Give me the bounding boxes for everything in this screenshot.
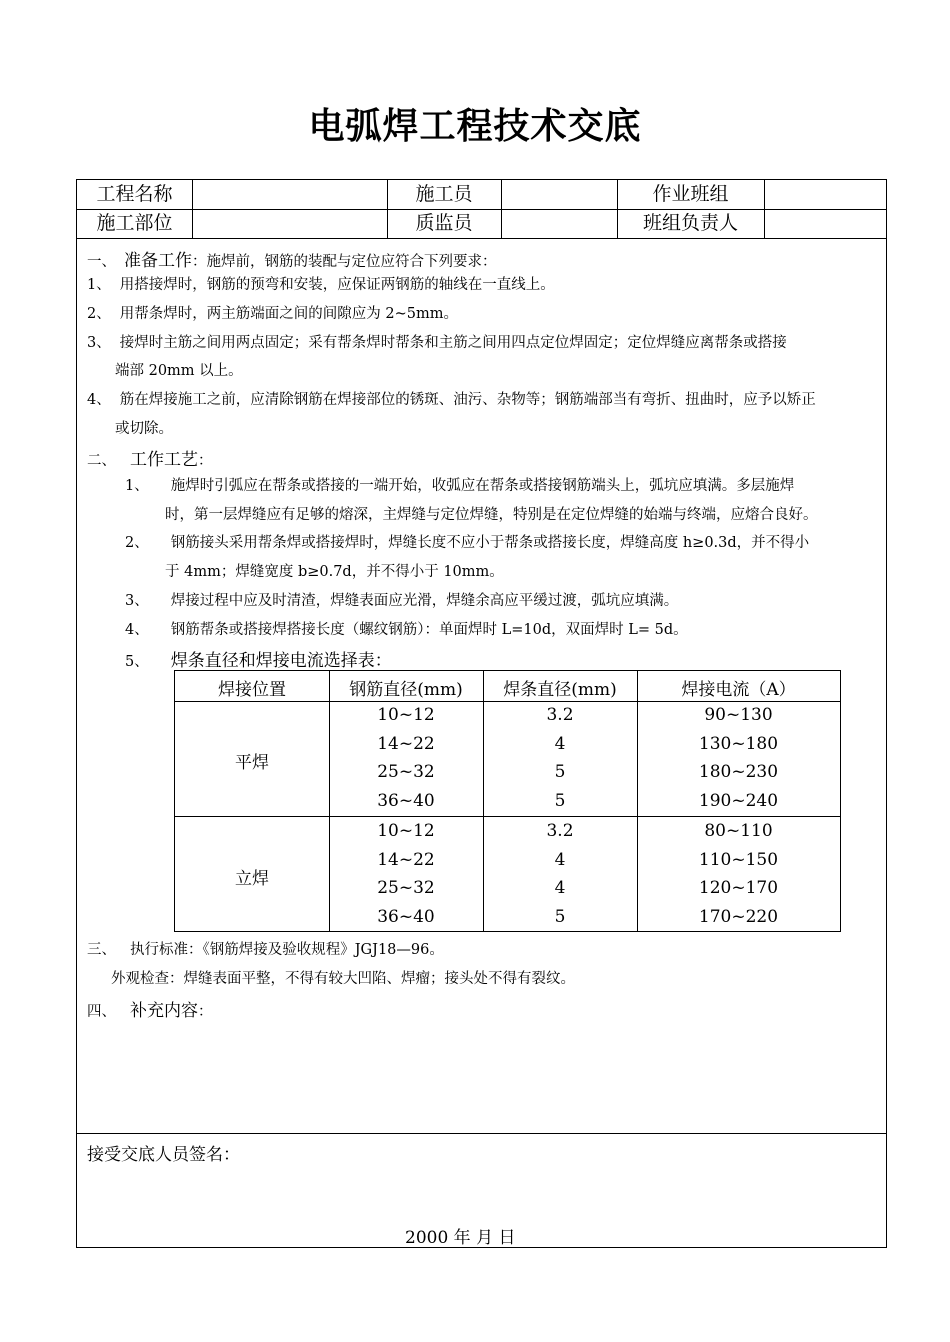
- table-cell: 10~12: [377, 705, 435, 725]
- table-cell: 4: [554, 878, 566, 898]
- table-cell: 36~40: [377, 791, 435, 811]
- table-cell: 170~220: [698, 907, 779, 927]
- section1-item-3-cont: 端部 20mm 以上。: [115, 363, 243, 379]
- signature-label: 接受交底人员签名：: [87, 1145, 240, 1165]
- table-cell: 180~230: [698, 762, 779, 782]
- section1-item-4-cont: 或切除。: [115, 421, 173, 437]
- table-cell: 14~22: [377, 850, 435, 870]
- table-cell: 36~40: [377, 907, 435, 927]
- section1-item-3: 3、 接焊时主筋之间用两点固定；采有帮条焊时帮条和主筋之间用四点定位焊固定；定位焊缝应离帮条或搭接: [87, 335, 787, 351]
- table-position-vertical: 立焊: [235, 869, 269, 889]
- label-constructor: 施工员: [415, 183, 473, 205]
- table-cell: 4: [554, 850, 566, 870]
- section2-item-4: 4、 钢筋帮条或搭接焊搭接长度（螺纹钢筋）：单面焊时 L=10d，双面焊时 L= 5d。: [125, 622, 688, 638]
- table-cell: 80~110: [704, 821, 773, 841]
- section1-item-2: 2、 用帮条焊时，两主筋端面之间的间隙应为 2~5mm。: [87, 306, 458, 322]
- table-cell: 4: [554, 734, 566, 754]
- section2-item-1: 1、 施焊时引弧应在帮条或搭接的一端开始，收弧应在帮条或搭接钢筋端头上，弧坑应填满。多层施焊: [125, 478, 795, 494]
- label-project-name: 工程名称: [96, 183, 173, 205]
- table-cell: 14~22: [377, 734, 435, 754]
- section4-heading: 四、 补充内容：: [87, 1001, 213, 1021]
- table-position-flat: 平焊: [235, 753, 269, 773]
- section2-item-5: 5、 焊条直径和焊接电流选择表：: [125, 651, 392, 671]
- section2-item-1-cont: 时，第一层焊缝应有足够的熔深，主焊缝与定位焊缝，特别是在定位焊缝的始端与终端，应熔合良好。: [165, 507, 818, 523]
- section1-item-1: 1、 用搭接焊时，钢筋的预弯和安装，应保证两钢筋的轴线在一直线上。: [87, 277, 555, 293]
- table-header-position: 焊接位置: [218, 680, 286, 700]
- label-quality-supervisor: 质监员: [415, 212, 473, 234]
- section2-heading: 二、 工作工艺：: [87, 450, 213, 470]
- weld-current-table: [174, 670, 841, 932]
- signature-area[interactable]: [87, 1170, 877, 1210]
- table-cell: 120~170: [698, 878, 779, 898]
- section2-item-2-cont: 于 4mm；焊缝宽度 b≥0.7d，并不得小于 10mm。: [165, 564, 504, 580]
- table-cell: 10~12: [377, 821, 435, 841]
- supplement-content-area[interactable]: [87, 1025, 877, 1125]
- table-cell: 5: [554, 907, 566, 927]
- table-cell: 130~180: [698, 734, 779, 754]
- table-cell: 25~32: [377, 878, 435, 898]
- table-header-electrode-diameter: 焊条直径(mm): [503, 680, 617, 700]
- table-header-current: 焊接电流（A）: [681, 680, 796, 700]
- section3-standard: 三、 执行标准：《钢筋焊接及验收规程》JGJ18—96。: [87, 942, 444, 958]
- section3-inspection: 外观检查：焊缝表面平整，不得有较大凹陷、焊瘤；接头处不得有裂纹。: [111, 971, 575, 987]
- table-cell: 5: [554, 791, 566, 811]
- table-cell: 110~150: [698, 850, 779, 870]
- section2-item-3: 3、 焊接过程中应及时清渣，焊缝表面应光滑，焊缝余高应平缓过渡，弧坑应填满。: [125, 593, 679, 609]
- section1-item-4: 4、 筋在焊接施工之前，应清除钢筋在焊接部位的锈斑、油污、杂物等；钢筋端部当有弯折、扭曲时，应予以矫正: [87, 392, 816, 408]
- section1-heading: 一、 准备工作：施焊前，钢筋的装配与定位应符合下列要求：: [87, 251, 497, 271]
- disclosure-form: [76, 179, 887, 1248]
- table-header-rebar-diameter: 钢筋直径(mm): [349, 680, 463, 700]
- label-work-team: 作业班组: [652, 183, 729, 205]
- document-title: 电弧焊工程技术交底: [308, 106, 642, 147]
- table-cell: 190~240: [698, 791, 779, 811]
- table-cell: 5: [554, 762, 566, 782]
- section2-item-2: 2、 钢筋接头采用帮条焊或搭接焊时，焊缝长度不应小于帮条或搭接长度，焊缝高度 h≥0.3d，并不得小: [125, 535, 810, 551]
- table-cell: 3.2: [546, 821, 574, 841]
- table-cell: 90~130: [704, 705, 773, 725]
- label-construction-part: 施工部位: [96, 212, 173, 234]
- table-cell: 3.2: [546, 705, 574, 725]
- table-cell: 25~32: [377, 762, 435, 782]
- label-team-leader: 班组负责人: [642, 212, 738, 234]
- signature-date: 2000 年 月 日: [405, 1228, 516, 1248]
